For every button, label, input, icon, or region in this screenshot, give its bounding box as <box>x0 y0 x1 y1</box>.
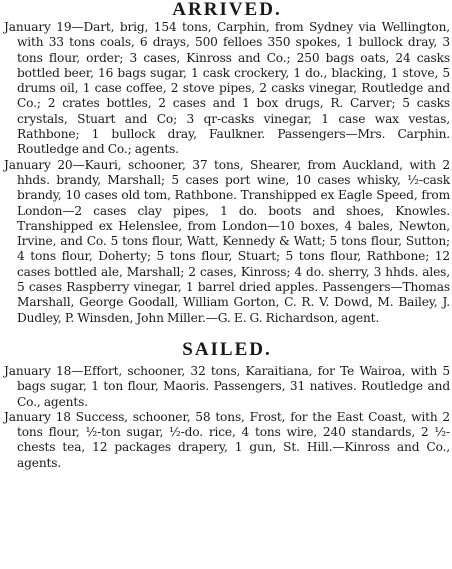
arrived-heading: ARRIVED. <box>172 0 282 20</box>
sailed-entries <box>4 364 450 471</box>
arrival-entry-dart: January 19—Dart, brig, 154 tons, Carphin, from Sydney via Wellington, with 33 tons coals, 6 drays, 500 felloes 350 spokes, 1 bullock dray, 3 tons flour, order; 3 cases, Kinross and Co.; 250 bags oats, 24 casks bottled beer, 16 bags sugar, 1 cask crockery, 1 do., blacking, 1 stove, 5 drums oil, 1 case coffee, 2 stove pipes, 2 casks vinegar, Routledge and Co.; 2 crates bottles, 2 cases and 1 box drugs, R. Carver; 5 casks crystals, Stuart and Co; 3 qr-casks vinegar, 1 case wax vestas, Rathbone; 1 bullock dray, Faulkner. Passengers—Mrs. Carphin. Routledge and Co.; agents. <box>4 20 450 157</box>
arrival-entry-kauri: January 20—Kauri, schooner, 37 tons, Shearer, from Auckland, with 2 hhds. brandy, Marshall; 5 cases port wine, 10 cases whisky, ½-cask brandy, 10 cases old tom, Rathbone. Transhipped ex Eagle Speed, from London—2 cases clay pipes, 1 do. boots and shoes, Knowles. Transhipped ex Helenslee, from London—10 boxes, 4 bales, Newton, Irvine, and Co. 5 tons flour, Watt, Kennedy & Watt; 5 tons flour, Sutton; 4 tons flour, Doherty; 5 tons flour, Stuart; 5 tons flour, Rathbone; 12 cases bottled ale, Marshall; 2 cases, Kinross; 4 do. sherry, 3 hhds. ales, 5 cases Raspberry vinegar, 1 barrel dried apples. Passengers—Thomas Marshall, George Goodall, William Gorton, C. R. V. Dowd, M. Bailey, J. Dudley, P. Winsden, John Miller.—G. E. G. Richardson, agent. <box>4 157 450 325</box>
departure-entry-success: January 18 Success, schooner, 58 tons, Frost, for the East Coast, with 2 tons flour, ½-ton sugar, ½-do. rice, 4 tons wire, 240 standards, 2 ½-chests tea, 12 packages drapery, 1 gun, St. Hill.—Kinross and Co., agents. <box>4 409 450 470</box>
arrived-entries <box>4 20 450 326</box>
sailed-heading: SAILED. <box>182 338 272 360</box>
shipping-news-column <box>4 0 450 471</box>
departure-entry-effort: January 18—Effort, schooner, 32 tons, Karaitiana, for Te Wairoa, with 5 bags sugar, 1 ton flour, Maoris. Passengers, 31 natives. Routledge and Co., agents. <box>4 363 450 409</box>
